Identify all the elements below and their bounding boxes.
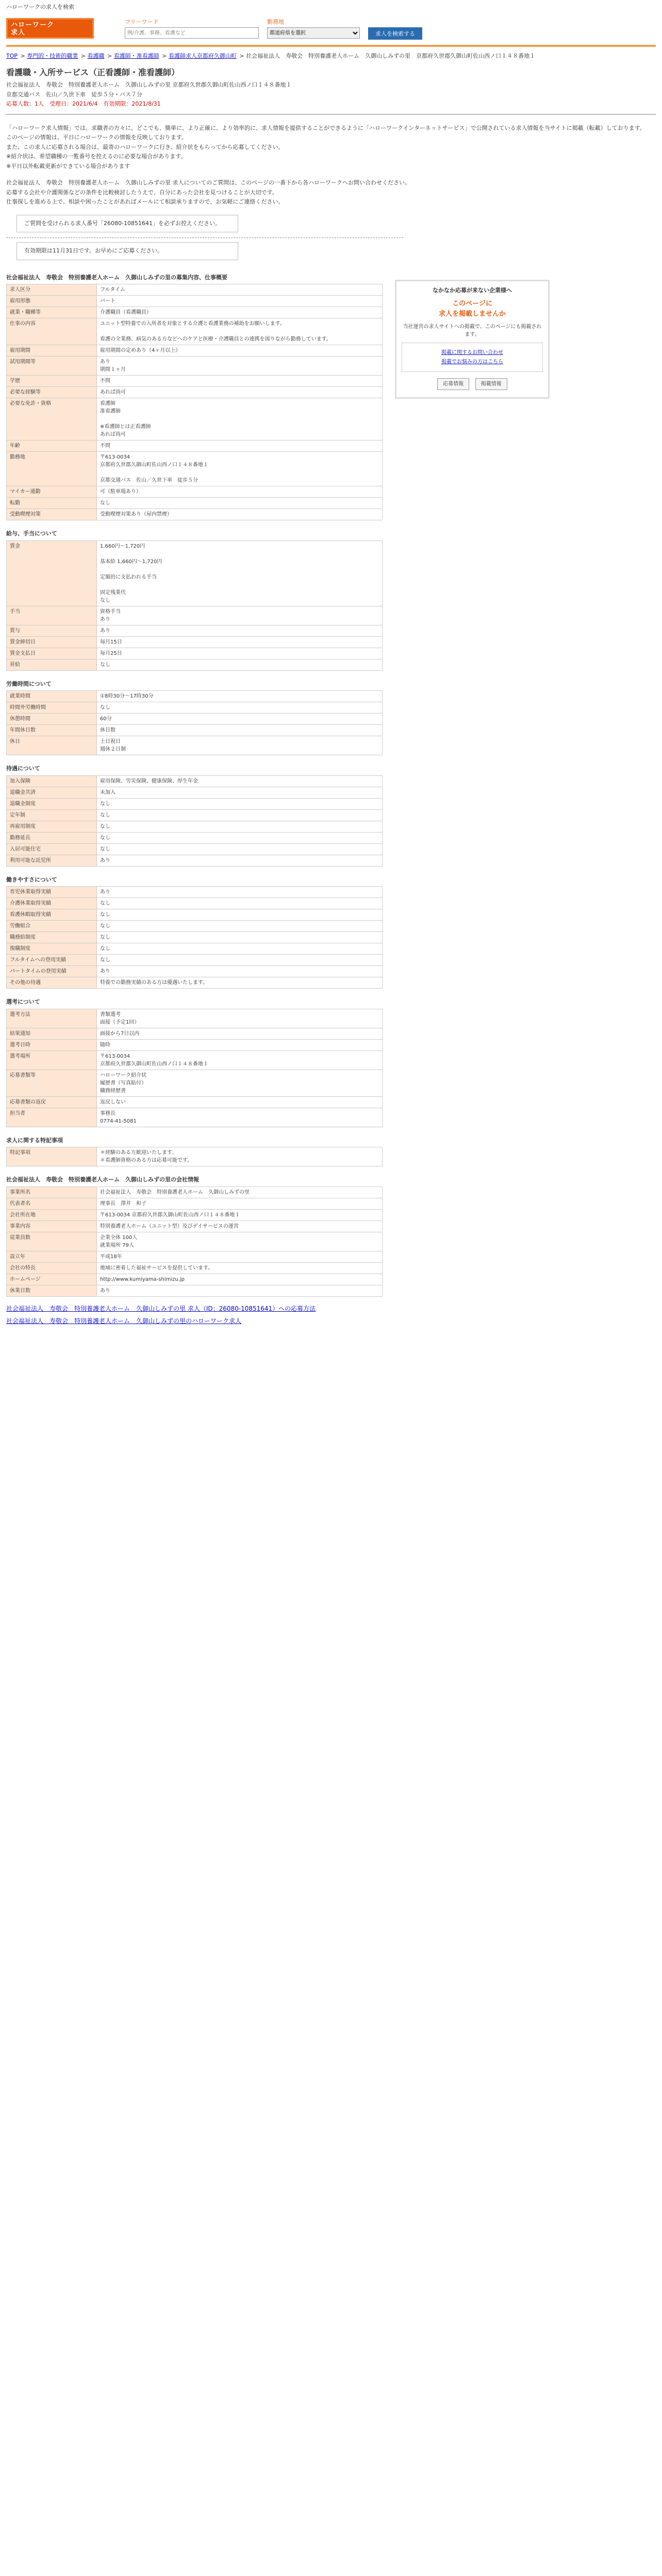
row-label: 求人区分 — [7, 284, 97, 296]
notice-block: 「ハローワーク求人情報」では、求職者の方々に、どこでも、簡単に、より正確に、より効率的に、求人情報を提供することができるように「ハローワークインターネットサービス」で公開されている求人情報を当サイトに掲載（転載）しております。 このページの情報は、平日にハローワークの情報を反映しております。 また、この求人に応募される場合は、最寄のハローワークに行き、紹介状をもらってから応募してください。 ※紹介状は、希望職種の一覧番号を控えるのに必要な場合があります。 ※平日以外転載更新ができている場合があります — [6, 124, 646, 170]
row-label: 応募書類の返戻 — [7, 1096, 97, 1108]
row-label: 加入保険 — [7, 775, 97, 787]
row-value: なし — [97, 943, 383, 955]
benefits-table — [6, 775, 383, 867]
row-value: ①8時30分〜17時30分 — [97, 691, 383, 702]
notice-block-2: 社会福祉法人 寿敬会 特別養護老人ホーム 久御山しみずの里 求人についてのご質問は、このページの一番下から各ハローワークへお問い合わせください。 応募する会社や介護関係などの条件を比較検討したうえで、自分にあった会社を見つけることが大切です。 仕事探しを進める上で、相談や困ったことがあればメールにて相談承りますので、お気軽にご連絡ください。 — [6, 179, 411, 205]
prefecture-select[interactable] — [267, 27, 360, 39]
table-row — [7, 540, 383, 606]
site-logo[interactable]: ハローワーク 求人 — [6, 18, 94, 39]
row-value: 介護職員（看護職員） — [97, 307, 383, 318]
table-row — [7, 625, 383, 636]
site-tagline: ハローワークの求人を検索 — [6, 4, 74, 10]
notes-table — [6, 1147, 383, 1166]
company-address: 社会福祉法人 寿敬会 特別養護老人ホーム 久御山しみずの里 京都府久世郡久御山町佐山西ノ口１４８番地１ — [6, 81, 292, 88]
row-label: 就業時間 — [7, 691, 97, 702]
table-row — [7, 798, 383, 809]
row-value: あれば尚可 — [97, 387, 383, 398]
row-label: 必要な経験等 — [7, 387, 97, 398]
table-row — [7, 1039, 383, 1050]
row-label: 選考場所 — [7, 1050, 97, 1070]
table-row — [7, 1232, 383, 1251]
row-label: 介護休業取得実績 — [7, 898, 97, 909]
row-value: ハローワーク紹介状 履歴書（写真貼付） 職務経歴書 — [97, 1070, 383, 1096]
table-row — [7, 921, 383, 932]
row-value: あり — [97, 966, 383, 977]
row-label: 賞与 — [7, 625, 97, 636]
row-label: 勤務延長 — [7, 832, 97, 843]
row-value: なし — [97, 955, 383, 966]
table-row — [7, 714, 383, 725]
row-label: 雇用期間 — [7, 345, 97, 357]
row-value: 〒613-0034 京都府久世郡久御山町佐山西ノ口１４８番地１ 京都交通バス 佐山／久世下車 徒歩５分 — [97, 452, 383, 486]
row-value: 企業全体 100人 就業場所 79人 — [97, 1232, 383, 1251]
table-row — [7, 1262, 383, 1274]
station-info: 京都交通バス 佐山／久世下車 徒歩５分・バス７分 — [6, 91, 142, 98]
table-row — [7, 1009, 383, 1028]
row-value: なし — [97, 498, 383, 509]
row-value: 事務長 0774-41-5081 — [97, 1108, 383, 1127]
workstyle-table — [6, 886, 383, 989]
table-row — [7, 887, 383, 898]
row-label: 退職金制度 — [7, 798, 97, 809]
overview-table — [6, 284, 383, 520]
row-label: 結果通知 — [7, 1028, 97, 1039]
advertise-headline: このページに 求人を掲載しませんか — [438, 300, 506, 318]
row-value: なし — [97, 821, 383, 832]
row-label: 受動喫煙対策 — [7, 509, 97, 520]
table-row — [7, 821, 383, 832]
row-label: 事業内容 — [7, 1221, 97, 1232]
table-row — [7, 809, 383, 821]
row-label: 勤務地 — [7, 452, 97, 486]
row-label: 利用可能な託児所 — [7, 855, 97, 866]
row-label: 職務給制度 — [7, 932, 97, 943]
table-row — [7, 307, 383, 318]
row-value: 受動喫煙対策あり（屋内禁煙） — [97, 509, 383, 520]
row-label: 手当 — [7, 606, 97, 625]
row-label: マイカー通勤 — [7, 486, 97, 498]
advertise-text: 当社運営の求人サイトへの掲載で、このページにも掲載されます。 — [403, 324, 542, 337]
table-row — [7, 1050, 383, 1070]
advertise-box — [395, 280, 550, 399]
table-row — [7, 787, 383, 798]
row-label: 学歴 — [7, 376, 97, 387]
row-value: パート — [97, 296, 383, 307]
section-title-benefits: 待遇について — [6, 765, 40, 772]
row-value: 雇用期間の定めあり（4ヶ月以上） — [97, 345, 383, 357]
section-title-notes: 求人に関する特記事項 — [6, 1137, 63, 1144]
row-value: 不問 — [97, 440, 383, 452]
row-value: 社会福祉法人 寿敬会 特別養護老人ホーム 久御山しみずの里 — [97, 1187, 383, 1198]
row-value: フルタイム — [97, 284, 383, 296]
table-row — [7, 966, 383, 977]
table-row — [7, 898, 383, 909]
row-value: あり — [97, 887, 383, 898]
row-label: 会社所在地 — [7, 1209, 97, 1221]
row-value: 可（駐車場あり） — [97, 486, 383, 498]
row-label: 雇用形態 — [7, 296, 97, 307]
apply-method-link[interactable]: 社会福祉法人 寿敬会 特別養護老人ホーム 久御山しみずの里 求人（ID：26080-10851641）への応募方法 — [6, 1304, 316, 1312]
table-row — [7, 843, 383, 855]
job-meta: 応募人数：1人 受理日：2021/6/4 有効期限：2021/8/31 — [6, 100, 161, 107]
table-row — [7, 318, 383, 345]
row-value: あり — [97, 625, 383, 636]
row-value: 書類選考 面接（予定1回） — [97, 1009, 383, 1028]
page-title: 看護職・入所サービス（正看護師・准看護師） — [6, 67, 180, 77]
section-title-company: 社会福祉法人 寿敬会 特別養護老人ホーム 久御山しみずの里の会社情報 — [6, 1176, 199, 1183]
row-value: なし — [97, 659, 383, 670]
wage-table — [6, 540, 383, 671]
table-row — [7, 736, 383, 755]
row-value: 随時 — [97, 1039, 383, 1050]
table-row — [7, 1285, 383, 1296]
crumb-area[interactable]: 看護師求人京都府久御山町 — [168, 52, 237, 59]
footer-links — [6, 1304, 383, 1326]
row-value: 看護師 准看護師 ※看護師とは正看護師 あれば尚可 — [97, 398, 383, 440]
row-label: 特記事項 — [7, 1147, 97, 1166]
table-row — [7, 398, 383, 440]
table-row — [7, 1096, 383, 1108]
row-label: 事業所名 — [7, 1187, 97, 1198]
row-label: 育児休業取得実績 — [7, 887, 97, 898]
row-label: その他の待遇 — [7, 977, 97, 989]
row-label: パートタイムの登用実績 — [7, 966, 97, 977]
row-value: 毎月25日 — [97, 648, 383, 659]
row-value: 未加入 — [97, 787, 383, 798]
row-label: ホームページ — [7, 1274, 97, 1285]
company-table — [6, 1187, 383, 1297]
row-value: あり 期間１ヶ月 — [97, 357, 383, 376]
row-value: 特別養護老人ホーム（ユニット型）及びデイサービスの運営 — [97, 1221, 383, 1232]
row-label: 復職制度 — [7, 943, 97, 955]
table-row — [7, 943, 383, 955]
table-row — [7, 284, 383, 296]
crumb-category[interactable]: 専門的・技術的職業 — [27, 52, 78, 59]
row-label: 必要な免許・資格 — [7, 398, 97, 440]
row-label: 転勤 — [7, 498, 97, 509]
pref-label: 勤務地 — [267, 18, 284, 25]
row-value: なし — [97, 809, 383, 821]
section-title-wage: 給与、手当について — [6, 530, 57, 537]
table-row — [7, 636, 383, 648]
expiry-box: 有効期限は11月31日です。お早めにご応募ください。 — [16, 242, 238, 260]
table-row — [7, 376, 383, 387]
row-label: 定年制 — [7, 809, 97, 821]
row-label: 設立年 — [7, 1251, 97, 1262]
row-label: 従業員数 — [7, 1232, 97, 1251]
crumb-job[interactable]: 看護職 — [87, 52, 105, 59]
row-label: 担当者 — [7, 1108, 97, 1127]
row-value: あり — [97, 1285, 383, 1296]
row-label: 退職金共済 — [7, 787, 97, 798]
table-row — [7, 1108, 383, 1127]
search-form — [125, 18, 422, 40]
hours-table — [6, 690, 383, 755]
row-value: 返戻しない — [97, 1096, 383, 1108]
section-title-overview: 社会福祉法人 寿敬会 特別養護老人ホーム 久御山しみずの里の募集内容、仕事概要 — [6, 274, 227, 281]
selection-table — [6, 1009, 383, 1127]
row-value: 〒613-0034 京都府久世郡久御山町佐山西ノ口１４８番地１ — [97, 1050, 383, 1070]
advertise-help-link[interactable]: 掲載でお悩みの方はこちら — [441, 359, 503, 365]
table-row — [7, 977, 383, 989]
row-label: 仕事の内容 — [7, 318, 97, 345]
table-row — [7, 387, 383, 398]
crumb-top[interactable]: TOP — [6, 52, 18, 59]
row-label: 看護休暇取得実績 — [7, 909, 97, 921]
row-value: 土日祝日 週休２日制 — [97, 736, 383, 755]
row-value: ユニット型特養での入所者を対象とする介護と看護業務の補助をお願いします。 看護の全業務、病気のある方などへのケアと医療・介護職員との連携を図りながら勤務しています。 — [97, 318, 383, 345]
hellowork-jobs-link[interactable]: 社会福祉法人 寿敬会 特別養護老人ホーム 久御山しみずの里のハローワーク求人 — [6, 1317, 242, 1325]
row-value: 〒613-0034 京都府久世郡久御山町佐山西ノ口１４８番地１ — [97, 1209, 383, 1221]
row-value: なし — [97, 832, 383, 843]
row-label: 選考日時 — [7, 1039, 97, 1050]
row-label: 休憩時間 — [7, 714, 97, 725]
row-label: 休日 — [7, 736, 97, 755]
table-row — [7, 1209, 383, 1221]
keyword-input[interactable] — [125, 27, 259, 39]
row-value: http://www.kumiyama-shimizu.jp — [97, 1274, 383, 1285]
table-row — [7, 509, 383, 520]
row-label: 時間外労働時間 — [7, 702, 97, 714]
row-value: 平成18年 — [97, 1251, 383, 1262]
table-row — [7, 498, 383, 509]
row-value: 地域に密着した福祉サービスを提供しています。 — [97, 1262, 383, 1274]
crumb-sub[interactable]: 看護師・准看護師 — [113, 52, 159, 59]
row-value: なし — [97, 843, 383, 855]
section-title-workstyle: 働きやすさについて — [6, 876, 57, 883]
row-label: 応募書類等 — [7, 1070, 97, 1096]
row-label: 就業・職種等 — [7, 307, 97, 318]
table-row — [7, 1221, 383, 1232]
table-row — [7, 659, 383, 670]
row-label: 入居可能住宅 — [7, 843, 97, 855]
table-row — [7, 1251, 383, 1262]
listing-info-button[interactable]: 掲載情報 — [475, 378, 507, 390]
row-label: 再雇用制度 — [7, 821, 97, 832]
crumb-current: 社会福祉法人 寿敬会 特別養護老人ホーム 久御山しみずの里 京都府久世郡久御山町佐山西ノ口１４８番地１ — [246, 52, 536, 59]
search-button[interactable]: 求人を検索する — [368, 27, 422, 40]
row-label: 年齢 — [7, 440, 97, 452]
advertise-title: なかなか応募が来ない企業様へ — [433, 286, 512, 294]
row-label: 休業日数 — [7, 1285, 97, 1296]
apply-info-button[interactable]: 応募情報 — [437, 378, 469, 390]
keyword-label: フリーワード — [125, 18, 159, 25]
table-row — [7, 909, 383, 921]
table-row — [7, 932, 383, 943]
table-row — [7, 345, 383, 357]
breadcrumb: TOP > 専門的・技術的職業 > 看護職 > 看護師・准看護師 > 看護師求人京都府久御山町 > 社会福祉法人 寿敬会 特別養護老人ホーム 久御山しみずの里 京都府久世郡久御山町佐山西ノ口１４８番地１ — [6, 52, 536, 59]
row-value: なし — [97, 921, 383, 932]
table-row — [7, 486, 383, 498]
row-label: 賃金支払日 — [7, 648, 97, 659]
row-label: 代表者名 — [7, 1198, 97, 1209]
row-value: なし — [97, 932, 383, 943]
row-value: 休日数 — [97, 725, 383, 736]
table-row — [7, 452, 383, 486]
table-row — [7, 955, 383, 966]
table-row — [7, 702, 383, 714]
row-value: あり — [97, 855, 383, 866]
table-row — [7, 1198, 383, 1209]
table-row — [7, 1070, 383, 1096]
row-label: 選考方法 — [7, 1009, 97, 1028]
advertise-contact-link[interactable]: 掲載に関するお問い合わせ — [441, 350, 503, 355]
table-row — [7, 855, 383, 866]
row-label: 賃金締切日 — [7, 636, 97, 648]
table-row — [7, 725, 383, 736]
table-row — [7, 357, 383, 376]
section-title-selection: 選考について — [6, 998, 40, 1005]
row-value: なし — [97, 798, 383, 809]
table-row — [7, 606, 383, 625]
row-value: なし — [97, 909, 383, 921]
row-value: 特養での勤務実績のある方は優遇いたします。 — [97, 977, 383, 989]
table-row — [7, 440, 383, 452]
table-row — [7, 1147, 383, 1166]
row-value: なし — [97, 702, 383, 714]
table-row — [7, 1187, 383, 1198]
row-value: なし — [97, 898, 383, 909]
row-value: 不問 — [97, 376, 383, 387]
row-label: 会社の特長 — [7, 1262, 97, 1274]
section-title-hours: 労働時間について — [6, 680, 52, 687]
table-row — [7, 296, 383, 307]
row-label: 試用期間等 — [7, 357, 97, 376]
table-row — [7, 1274, 383, 1285]
row-label: 賃金 — [7, 540, 97, 606]
row-label: 労働組合 — [7, 921, 97, 932]
row-value: 雇用保険、労災保険、健康保険、厚生年金 — [97, 775, 383, 787]
row-value: 60分 — [97, 714, 383, 725]
row-value: 面接から7日以内 — [97, 1028, 383, 1039]
table-row — [7, 775, 383, 787]
job-id-box: ご質問を受けられる求人番号「26080-10851641」を必ずお控えください。 — [16, 215, 238, 233]
table-row — [7, 1028, 383, 1039]
table-row — [7, 648, 383, 659]
row-value: 資格手当 あり — [97, 606, 383, 625]
row-value: 1,660円〜1,720円 基本給 1,660円〜1,720円 定額的に支払われる手当 固定残業代 なし — [97, 540, 383, 606]
row-label: フルタイムへの登用実績 — [7, 955, 97, 966]
row-label: 年間休日数 — [7, 725, 97, 736]
row-value: 理事長 澤井 和子 — [97, 1198, 383, 1209]
table-row — [7, 691, 383, 702]
table-row — [7, 832, 383, 843]
row-label: 昇給 — [7, 659, 97, 670]
row-value: 毎月15日 — [97, 636, 383, 648]
header-divider — [6, 45, 656, 47]
row-value: ＊経験のある方歓迎いたします。 ＊看護師資格のある方は応募可能です。 — [97, 1147, 383, 1166]
